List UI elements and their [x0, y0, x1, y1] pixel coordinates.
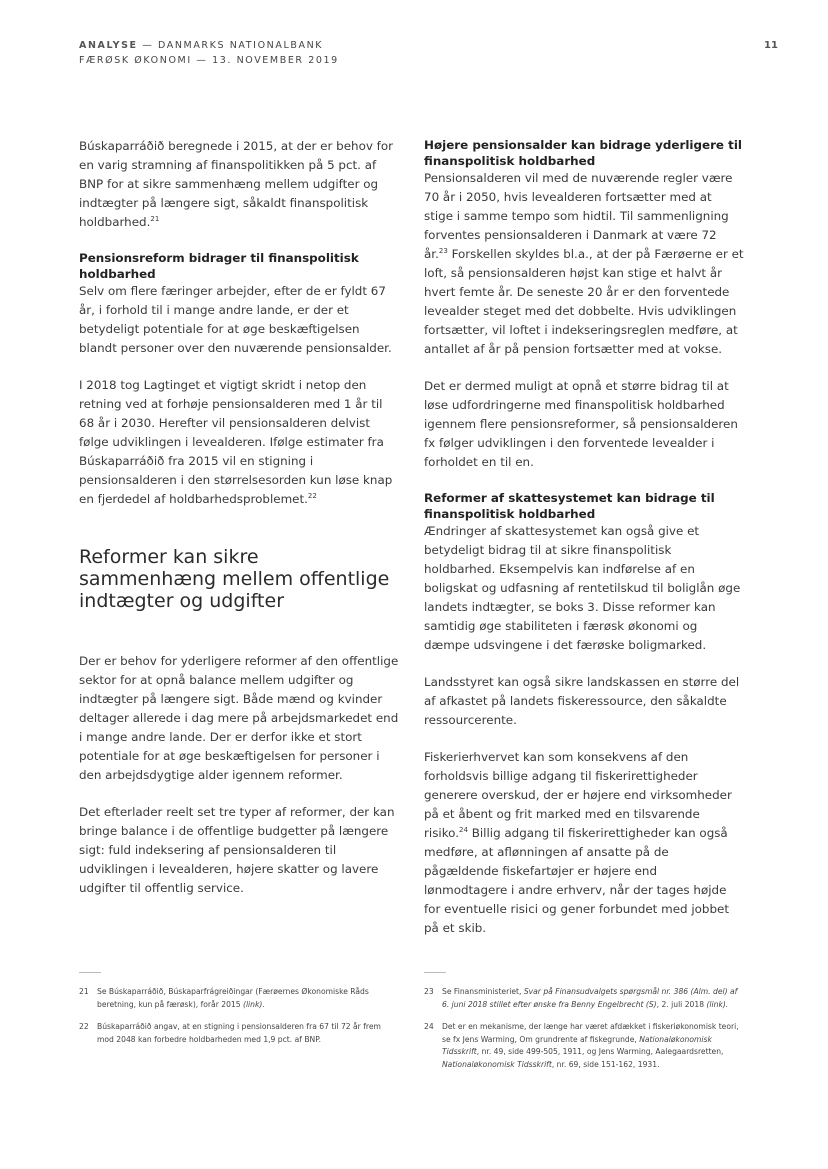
- footnote-ref[interactable]: 21: [150, 215, 160, 224]
- paragraph: Selv om flere færinger arbejder, efter de er fyldt 67 år, i forhold til i mange andre lande, er der et betydeligt potentiale for at øge beskæftigelsen blandt personer over den nuværende pensionsalder.: [79, 284, 392, 355]
- header-section-label: ANALYSE: [79, 40, 138, 51]
- footnote-text: Det er en mekanisme, der længe har været afdækket i fiskeriøkonomisk teori, se fx Jens Warming, Om grundrente af fiskegrunde, Nationaløkonomisk Tidsskrift, nr. 49, side 499-505, 1911, og Jens Warming, Aalegaardsretten, Nationaløkonomisk Tidsskrift, nr. 69, side 151-162, 1931.: [442, 1022, 739, 1069]
- footnote-link[interactable]: (link).: [706, 999, 729, 1009]
- header-line-2: FÆRØSK ØKONOMI — 13. NOVEMBER 2019: [79, 55, 339, 66]
- footnote-ref[interactable]: 24: [459, 826, 468, 835]
- footnote-text: Búskaparráðið angav, at en stigning i pensionsalderen fra 67 til 72 år frem mod 2048 kan forbedre holdbarheden med 1,9 pct. af BNP.: [97, 1022, 381, 1044]
- paragraph: Búskaparráðið beregnede i 2015, at der er behov for en varig stramning af finanspolitikken på 5 pct. af BNP for at sikre sammenhæng mellem udgifter og indtægter på længere sigt, såkaldt finanspolitisk holdbarhed.$^{21}$: [79, 139, 394, 229]
- footnote: [424, 1021, 742, 1071]
- section-heading: Pensionsreform bidrager til finanspolitisk holdbarhed: [79, 251, 359, 281]
- footnote-number: 22: [79, 1022, 89, 1031]
- footnote-number: 24: [424, 1022, 434, 1031]
- footnote-ref[interactable]: 23: [438, 247, 448, 256]
- paragraph: Pensionsalderen vil med de nuværende regler være 70 år i 2050, hvis levealderen fortsætter med at stige i samme tempo som hidtil. Til sammenligning forventes pensionsalderen i Danmark at være 72 år.$^{23}$ Forskellen skyldes bl.a., at der på Færøerne er et loft, så pensionsalderen højst kan stige et halvt år hvert femte år. De seneste 20 år er den forventede levealder steget med det dobbelte. Hvis udviklingen fortsætter, vil loftet i indekseringsreglen medføre, at antallet af år på pension fortsætter med at vokse.: [424, 171, 744, 356]
- footnote: [79, 1021, 397, 1046]
- footnote-ref[interactable]: 22: [307, 492, 317, 501]
- paragraph: Landsstyret kan også sikre landskassen en større del af afkastet på landets fiskeressource, den såkaldte ressourcerente.: [424, 675, 740, 727]
- paragraph: Det efterlader reelt set tre typer af reformer, der kan bringe balance i de offentlige budgetter på længere sigt: fuld indeksering af pensionsalderen til udviklingen i levealderen, højere skatter og lavere udgifter til offentlig service.: [79, 805, 395, 895]
- main-heading: Reformer kan sikre sammenhæng mellem offentlige indtægter og udgifter: [79, 546, 390, 612]
- footnote-divider: [424, 972, 446, 973]
- footnote: [424, 986, 742, 1011]
- footnote-text: Se Finansministeriet, Svar på Finansudvalgets spørgsmål nr. 386 (Alm. del) af 6. juni 2018 stillet efter ønske fra Benny Engelbrecht (S), 2. juli 2018 (link).: [442, 987, 738, 1009]
- page-number: 11: [764, 40, 778, 51]
- footnotes-right: [424, 986, 742, 1081]
- header-publisher: — DANMARKS NATIONALBANK: [137, 40, 324, 51]
- section-heading: Højere pensionsalder kan bidrage yderligere til finanspolitisk holdbarhed: [424, 138, 742, 168]
- header-line-1: [79, 38, 339, 53]
- paragraph: Ændringer af skattesystemet kan også give et betydeligt bidrag til at sikre finanspolitisk holdbarhed. Eksempelvis kan indførelse af en boligskat og udfasning af rentetilskud til boliglån øge landets indtægter, se boks 3. Disse reformer kan samtidig øge stabiliteten i færøsk økonomi og dæmpe udsvingene i det færøske boligmarked.: [424, 524, 741, 652]
- footnotes-left: [79, 986, 397, 1056]
- paragraph: Det er dermed muligt at opnå et større bidrag til at løse udfordringerne med finanspolitisk holdbarhed igennem flere pensionsreformer, så pensionsalderen fx følger udviklingen i den forventede levealder i forholdet en til en.: [424, 379, 738, 469]
- left-column: [79, 137, 399, 916]
- right-column: [424, 137, 744, 956]
- running-header: [79, 38, 339, 68]
- paragraph: Der er behov for yderligere reformer af den offentlige sektor for at opnå balance mellem udgifter og indtægter på længere sigt. Både mænd og kvinder deltager allerede i dag mere på arbejdsmarkedet end i mange andre lande. Der er derfor ikke et stort potentiale for at øge beskæftigelsen for personer i den arbejdsdygtige alder igennem reformer.: [79, 654, 399, 782]
- footnote: [79, 986, 397, 1011]
- footnote-text: Se Búskaparráðið, Búskaparfrágreiðingar (Færøernes Økonomiske Råds beretning, kun på færøsk), forår 2015 (link).: [97, 987, 369, 1009]
- section-heading: Reformer af skattesystemet kan bidrage til finanspolitisk holdbarhed: [424, 491, 715, 521]
- footnote-number: 21: [79, 987, 89, 996]
- paragraph: Fiskerierhvervet kan som konsekvens af den forholdsvis billige adgang til fiskerirettigheder generere overskud, der er højere end virksomheder på et åbent og frit marked med en tilsvarende risiko.$^{24}$ Billig adgang til fiskerirettigheder kan også medføre, at aflønningen af ansatte på de pågældende fiskefartøjer er højere end lønmodtagere i andre erhverv, når der tages højde for eventuelle risici og gener forbundet med jobbet på et skib.: [424, 750, 732, 935]
- footnote-link[interactable]: (link).: [242, 999, 265, 1009]
- paragraph: I 2018 tog Lagtinget et vigtigt skridt i netop den retning ved at forhøje pensionsalderen med 1 år til 68 år i 2030. Herefter vil pensionsalderen delvist følge udviklingen i levealderen. Ifølge estimater fra Búskaparráðið fra 2015 vil en stigning i pensionsalderen i den størrelsesorden kun løse knap en fjerdedel af holdbarhedsproblemet.$^{22}$: [79, 378, 393, 506]
- footnote-number: 23: [424, 987, 434, 996]
- footnote-divider: [79, 972, 101, 973]
